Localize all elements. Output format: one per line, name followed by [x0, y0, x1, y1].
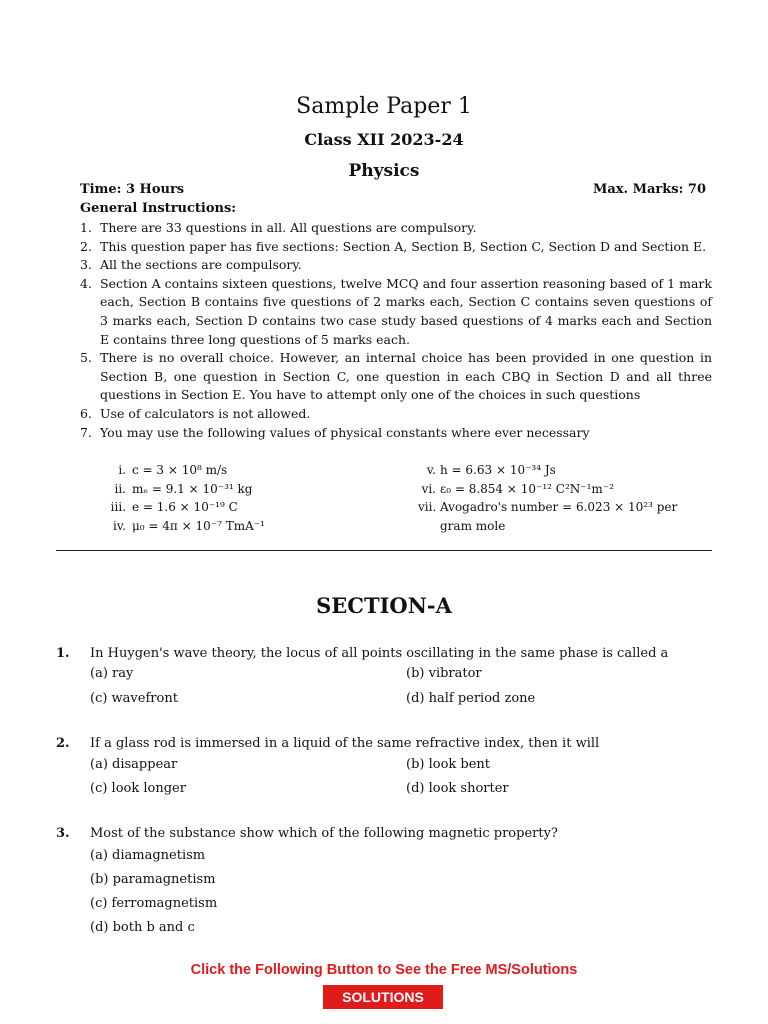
constant-item: iii. e = 1.6 × 10⁻¹⁹ C: [110, 500, 238, 514]
subject-title: Physics: [348, 161, 420, 181]
instruction-item: 2. This question paper has five sections: Section A, Section B, Section C, Section D and Section E.: [80, 238, 707, 254]
constant-item: iv. μ₀ = 4π × 10⁻⁷ TmA⁻¹: [112, 518, 265, 533]
option-item: (c) wavefront: [90, 691, 178, 706]
instruction-item: 4. Section A contains sixteen questions, twelve MCQ and four assertion reasoning based of 1 mark each, Section B contains five questions of 2 marks each, Section C contains seven questions of 3 marks each, Section D contains two case study based questions of 4 marks each and Section E contains three long questions of 5 marks each.: [80, 275, 712, 347]
option-item: (b) look bent: [406, 757, 491, 772]
option-item: (d) half period zone: [406, 691, 536, 706]
option-item: (d) both b and c: [90, 920, 195, 935]
solutions-button[interactable]: SOLUTIONS: [323, 985, 443, 1009]
option-item: (a) diamagnetism: [90, 848, 206, 863]
constant-item: vii. Avogadro's number = 6.023 × 10²³ per: [418, 500, 678, 514]
constant-item: i. c = 3 × 10⁸ m/s: [118, 463, 228, 477]
option-item: (d) look shorter: [406, 781, 509, 796]
option-item: (a) ray: [90, 666, 134, 681]
physical-constants: [102, 461, 702, 535]
constant-item: ii. mₑ = 9.1 × 10⁻³¹ kg: [114, 481, 253, 496]
constant-item: gram mole: [440, 518, 506, 533]
paper-title: Sample Paper 1: [296, 94, 472, 119]
instructions-heading: General Instructions:: [80, 201, 237, 216]
instructions-list: [80, 219, 712, 442]
solutions-cta-text: Click the Following Button to See the Free MS/Solutions: [190, 962, 578, 978]
class-line: Class XII 2023-24: [304, 130, 464, 149]
option-item: (b) paramagnetism: [90, 872, 216, 887]
constant-item: vi. ε₀ = 8.854 × 10⁻¹² C²N⁻¹m⁻²: [421, 481, 614, 496]
option-item: (b) vibrator: [406, 666, 482, 681]
instruction-item: 7. You may use the following values of physical constants where ever necessary: [80, 424, 590, 440]
instruction-item: 6. Use of calculators is not allowed.: [80, 405, 311, 421]
constant-item: v. h = 6.63 × 10⁻³⁴ Js: [426, 463, 556, 477]
option-item: (c) look longer: [90, 781, 186, 796]
section-divider: [56, 550, 712, 551]
option-item: (a) disappear: [90, 757, 178, 772]
instruction-item: 3. All the sections are compulsory.: [80, 257, 302, 273]
instruction-item: 5. There is no overall choice. However, an internal choice has been provided in one question in Section B, one question in Section C, one question in each CBQ in Section D and all three questions in Section E. You have to attempt only one of the choices in such questions: [80, 350, 712, 403]
time-label: Time: 3 Hours: [80, 182, 185, 197]
option-item: (c) ferromagnetism: [90, 896, 218, 911]
instruction-item: 1. There are 33 questions in all. All questions are compulsory.: [80, 220, 477, 235]
section-title: SECTION-A: [316, 593, 452, 618]
max-marks-label: Max. Marks: 70: [592, 182, 706, 197]
